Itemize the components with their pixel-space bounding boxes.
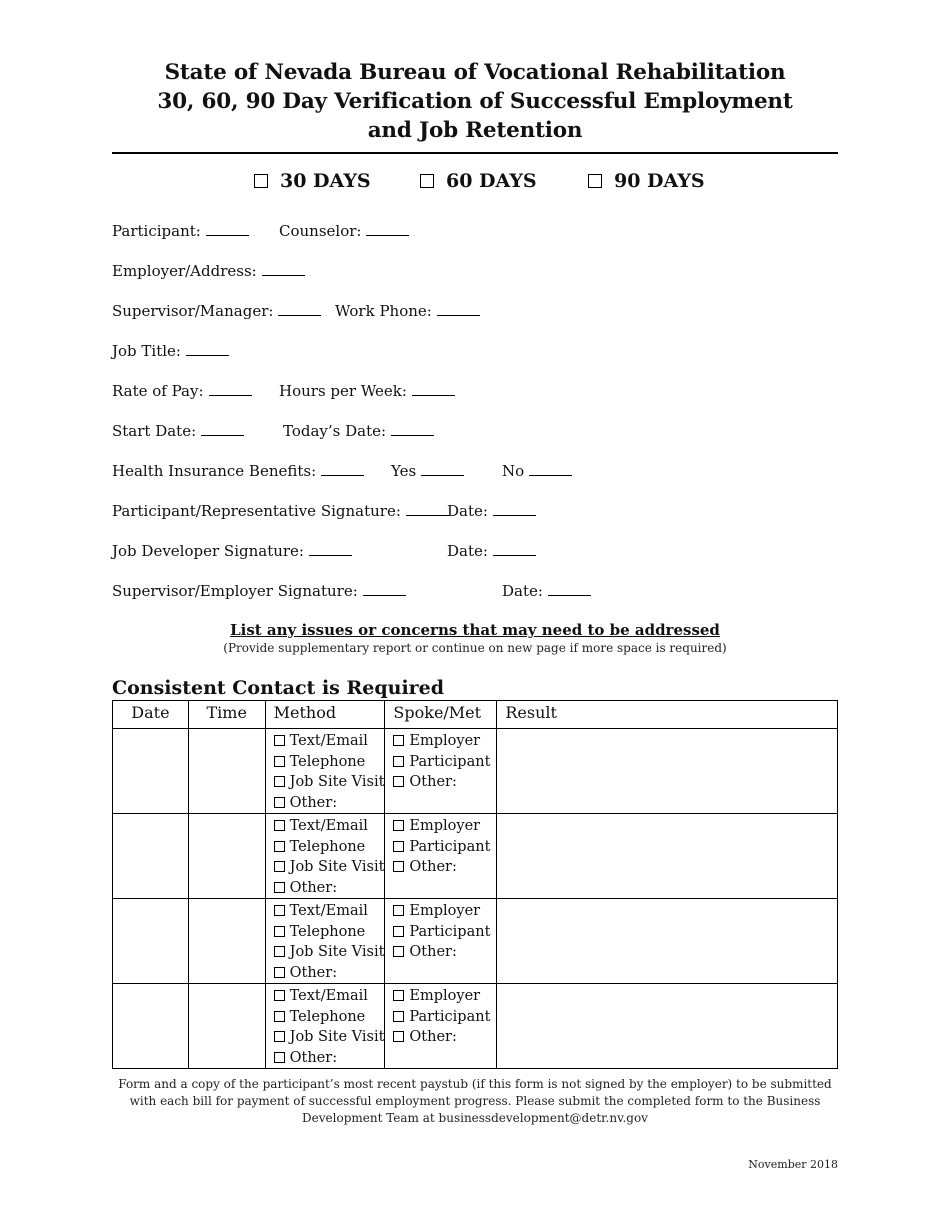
checkbox-icon[interactable] xyxy=(393,990,404,1001)
health-no-field xyxy=(502,461,572,481)
health-yes-label: Yes xyxy=(391,462,417,480)
spoke-met-option-label: Employer xyxy=(409,903,481,919)
supervisor-signature-label: Supervisor/Employer Signature: xyxy=(112,582,358,600)
method-option[interactable] xyxy=(274,793,385,814)
checkbox-icon[interactable] xyxy=(274,882,285,893)
col-method: Method xyxy=(265,701,385,729)
todays-date-field xyxy=(283,421,434,441)
checkbox-icon[interactable] xyxy=(274,756,285,767)
rate-of-pay-label: Rate of Pay: xyxy=(112,382,204,400)
option-30-days[interactable] xyxy=(254,168,371,194)
spoke-met-option[interactable] xyxy=(393,942,496,963)
method-option[interactable] xyxy=(274,878,385,899)
issues-subtext: (Provide supplementary report or continue on new page if more space is required) xyxy=(223,641,727,655)
participant-signature-blank[interactable] xyxy=(406,501,449,516)
checkbox-icon[interactable] xyxy=(274,1011,285,1022)
todays-date-label: Today’s Date: xyxy=(283,422,387,440)
method-cell xyxy=(265,729,385,814)
health-insurance-blank[interactable] xyxy=(321,461,364,476)
employer-address-blank[interactable] xyxy=(262,261,305,276)
spoke-met-option[interactable] xyxy=(393,816,496,837)
checkbox-icon[interactable] xyxy=(274,861,285,872)
title-line-1: State of Nevada Bureau of Vocational Rehabilitation xyxy=(164,60,786,85)
spoke-met-cell xyxy=(385,899,497,984)
time-cell[interactable] xyxy=(188,814,265,899)
checkbox-icon[interactable] xyxy=(254,174,268,188)
checkbox-icon[interactable] xyxy=(274,926,285,937)
method-option-label: Other: xyxy=(289,1049,338,1066)
contact-table xyxy=(112,700,838,1069)
participant-label: Participant: xyxy=(112,222,201,240)
spoke-met-option-label: Participant xyxy=(409,923,491,940)
spoke-met-option-label: Employer xyxy=(409,733,481,749)
checkbox-icon[interactable] xyxy=(274,1052,285,1063)
method-option-label: Telephone xyxy=(289,923,366,940)
checkbox-icon[interactable] xyxy=(274,735,285,746)
method-option-label: Job Site Visit xyxy=(289,944,385,960)
method-option-label: Text/Email xyxy=(289,818,368,834)
checkbox-icon[interactable] xyxy=(420,174,434,188)
spoke-met-option[interactable] xyxy=(393,986,496,1007)
job-developer-date-field xyxy=(447,541,536,561)
spoke-met-option-label: Employer xyxy=(409,988,481,1004)
method-option[interactable] xyxy=(274,837,385,858)
form-title xyxy=(112,58,838,145)
method-option-label: Job Site Visit xyxy=(289,859,385,875)
method-option[interactable] xyxy=(274,857,385,878)
health-yes-blank[interactable] xyxy=(421,461,464,476)
checkbox-icon[interactable] xyxy=(393,820,404,831)
time-cell[interactable] xyxy=(188,984,265,1069)
participant-field xyxy=(112,221,249,241)
supervisor-manager-label: Supervisor/Manager: xyxy=(112,302,274,320)
table-row xyxy=(113,729,838,814)
health-yes-field xyxy=(391,461,464,481)
method-option[interactable] xyxy=(274,922,385,943)
start-date-field xyxy=(112,421,244,441)
hours-per-week-label: Hours per Week: xyxy=(279,382,407,400)
result-cell[interactable] xyxy=(497,814,838,899)
health-no-label: No xyxy=(502,462,525,480)
date-label: Date: xyxy=(502,582,543,600)
job-developer-date-blank[interactable] xyxy=(493,541,536,556)
result-cell[interactable] xyxy=(497,984,838,1069)
contact-header-row xyxy=(113,701,838,729)
participant-blank[interactable] xyxy=(206,221,249,236)
spoke-met-option[interactable] xyxy=(393,1007,496,1028)
spoke-met-option[interactable] xyxy=(393,901,496,922)
counselor-field xyxy=(279,221,409,241)
checkbox-icon[interactable] xyxy=(393,926,404,937)
option-60-days[interactable] xyxy=(420,168,537,194)
method-option-label: Telephone xyxy=(289,753,366,770)
checkbox-icon[interactable] xyxy=(274,776,285,787)
spoke-met-option[interactable] xyxy=(393,752,496,773)
method-cell xyxy=(265,984,385,1069)
date-cell[interactable] xyxy=(113,814,189,899)
supervisor-date-blank[interactable] xyxy=(548,581,591,596)
contact-body xyxy=(113,729,838,1069)
spoke-met-option[interactable] xyxy=(393,857,496,878)
col-date: Date xyxy=(113,701,189,729)
participant-signature-field xyxy=(112,501,449,521)
supervisor-manager-blank[interactable] xyxy=(278,301,321,316)
supervisor-date-field xyxy=(502,581,591,601)
option-90-days-label: 90 DAYS xyxy=(614,170,705,192)
checkbox-icon[interactable] xyxy=(274,946,285,957)
method-option[interactable] xyxy=(274,942,385,963)
contact-heading: Consistent Contact is Required xyxy=(112,677,445,699)
method-option-label: Text/Email xyxy=(289,733,368,749)
checkbox-icon[interactable] xyxy=(274,905,285,916)
spoke-met-option-label: Employer xyxy=(409,818,481,834)
spoke-met-cell xyxy=(385,984,497,1069)
method-option-label: Other: xyxy=(289,794,338,811)
rate-of-pay-blank[interactable] xyxy=(209,381,252,396)
checkbox-icon[interactable] xyxy=(393,756,404,767)
option-60-days-label: 60 DAYS xyxy=(446,170,537,192)
health-insurance-label: Health Insurance Benefits: xyxy=(112,462,317,480)
issues-heading: List any issues or concerns that may need to be addressed xyxy=(230,621,720,639)
time-cell[interactable] xyxy=(188,729,265,814)
date-cell[interactable] xyxy=(113,984,189,1069)
title-divider xyxy=(112,152,838,154)
employer-address-label: Employer/Address: xyxy=(112,262,257,280)
method-option[interactable] xyxy=(274,901,385,922)
job-title-label: Job Title: xyxy=(112,342,181,360)
participant-signature-date-blank[interactable] xyxy=(493,501,536,516)
result-cell[interactable] xyxy=(497,899,838,984)
counselor-label: Counselor: xyxy=(279,222,362,240)
result-cell[interactable] xyxy=(497,729,838,814)
method-option[interactable] xyxy=(274,816,385,837)
job-developer-signature-field xyxy=(112,541,352,561)
spoke-met-option[interactable] xyxy=(393,922,496,943)
checkbox-icon[interactable] xyxy=(274,990,285,1001)
checkbox-icon[interactable] xyxy=(393,1031,404,1042)
method-option-label: Telephone xyxy=(289,1008,366,1025)
checkbox-icon[interactable] xyxy=(274,841,285,852)
days-selector xyxy=(0,168,950,196)
health-insurance-field xyxy=(112,461,364,481)
checkbox-icon[interactable] xyxy=(274,967,285,978)
col-time: Time xyxy=(188,701,265,729)
spoke-met-option-label: Other: xyxy=(409,774,457,790)
method-option[interactable] xyxy=(274,772,385,793)
participant-signature-date-field xyxy=(447,501,536,521)
method-option[interactable] xyxy=(274,752,385,773)
method-option[interactable] xyxy=(274,1007,385,1028)
supervisor-signature-blank[interactable] xyxy=(363,581,406,596)
method-option[interactable] xyxy=(274,1048,385,1069)
job-title-field xyxy=(112,341,229,361)
checkbox-icon[interactable] xyxy=(274,797,285,808)
checkbox-icon[interactable] xyxy=(393,841,404,852)
method-option-label: Other: xyxy=(289,879,338,896)
method-option[interactable] xyxy=(274,986,385,1007)
job-developer-signature-label: Job Developer Signature: xyxy=(112,542,304,560)
date-cell[interactable] xyxy=(113,899,189,984)
issues-section xyxy=(112,620,838,656)
title-line-3: and Job Retention xyxy=(367,118,583,143)
method-option-label: Job Site Visit xyxy=(289,774,385,790)
participant-signature-label: Participant/Representative Signature: xyxy=(112,502,401,520)
spoke-met-option-label: Other: xyxy=(409,859,457,875)
spoke-met-option[interactable] xyxy=(393,1027,496,1048)
date-cell[interactable] xyxy=(113,729,189,814)
table-row xyxy=(113,984,838,1069)
time-cell[interactable] xyxy=(188,899,265,984)
job-title-blank[interactable] xyxy=(186,341,229,356)
spoke-met-option[interactable] xyxy=(393,772,496,793)
checkbox-icon[interactable] xyxy=(588,174,602,188)
spoke-met-cell xyxy=(385,814,497,899)
hours-per-week-blank[interactable] xyxy=(412,381,455,396)
method-cell xyxy=(265,899,385,984)
col-result: Result xyxy=(497,701,838,729)
method-option-label: Job Site Visit xyxy=(289,1029,385,1045)
work-phone-label: Work Phone: xyxy=(335,302,432,320)
method-option[interactable] xyxy=(274,1027,385,1048)
method-cell xyxy=(265,814,385,899)
spoke-met-option[interactable] xyxy=(393,837,496,858)
method-option-label: Text/Email xyxy=(289,988,368,1004)
table-row xyxy=(113,814,838,899)
work-phone-blank[interactable] xyxy=(437,301,480,316)
checkbox-icon[interactable] xyxy=(393,861,404,872)
job-developer-signature-blank[interactable] xyxy=(309,541,352,556)
counselor-blank[interactable] xyxy=(366,221,409,236)
date-label: Date: xyxy=(447,502,488,520)
rate-of-pay-field xyxy=(112,381,252,401)
spoke-met-option-label: Other: xyxy=(409,944,457,960)
checkbox-icon[interactable] xyxy=(393,1011,404,1022)
spoke-met-option[interactable] xyxy=(393,731,496,752)
spoke-met-option-label: Participant xyxy=(409,1008,491,1025)
checkbox-icon[interactable] xyxy=(393,905,404,916)
footer-note: Form and a copy of the participant’s most recent paystub (if this form is not signed by the employer) to be submitted with each bill for payment of successful employment progress. Please submit the completed form to the Business Development Team at businessdevelopment@detr.nv.gov xyxy=(118,1077,832,1125)
start-date-blank[interactable] xyxy=(201,421,244,436)
supervisor-signature-field xyxy=(112,581,406,601)
spoke-met-option-label: Other: xyxy=(409,1029,457,1045)
health-no-blank[interactable] xyxy=(529,461,572,476)
spoke-met-cell xyxy=(385,729,497,814)
spoke-met-option-label: Participant xyxy=(409,753,491,770)
checkbox-icon[interactable] xyxy=(393,776,404,787)
method-option[interactable] xyxy=(274,731,385,752)
option-30-days-label: 30 DAYS xyxy=(280,170,371,192)
hours-per-week-field xyxy=(279,381,455,401)
col-spoke-met: Spoke/Met xyxy=(385,701,497,729)
work-phone-field xyxy=(335,301,480,321)
checkbox-icon[interactable] xyxy=(274,1031,285,1042)
method-option[interactable] xyxy=(274,963,385,984)
todays-date-blank[interactable] xyxy=(391,421,434,436)
revision-date: November 2018 xyxy=(748,1158,838,1171)
checkbox-icon[interactable] xyxy=(274,820,285,831)
supervisor-manager-field xyxy=(112,301,321,321)
checkbox-icon[interactable] xyxy=(393,946,404,957)
date-label: Date: xyxy=(447,542,488,560)
start-date-label: Start Date: xyxy=(112,422,197,440)
option-90-days[interactable] xyxy=(588,168,705,194)
method-option-label: Telephone xyxy=(289,838,366,855)
title-line-2: 30, 60, 90 Day Verification of Successful Employment xyxy=(157,89,793,114)
method-option-label: Other: xyxy=(289,964,338,981)
checkbox-icon[interactable] xyxy=(393,735,404,746)
table-row xyxy=(113,899,838,984)
employer-address-field xyxy=(112,261,305,281)
spoke-met-option-label: Participant xyxy=(409,838,491,855)
method-option-label: Text/Email xyxy=(289,903,368,919)
